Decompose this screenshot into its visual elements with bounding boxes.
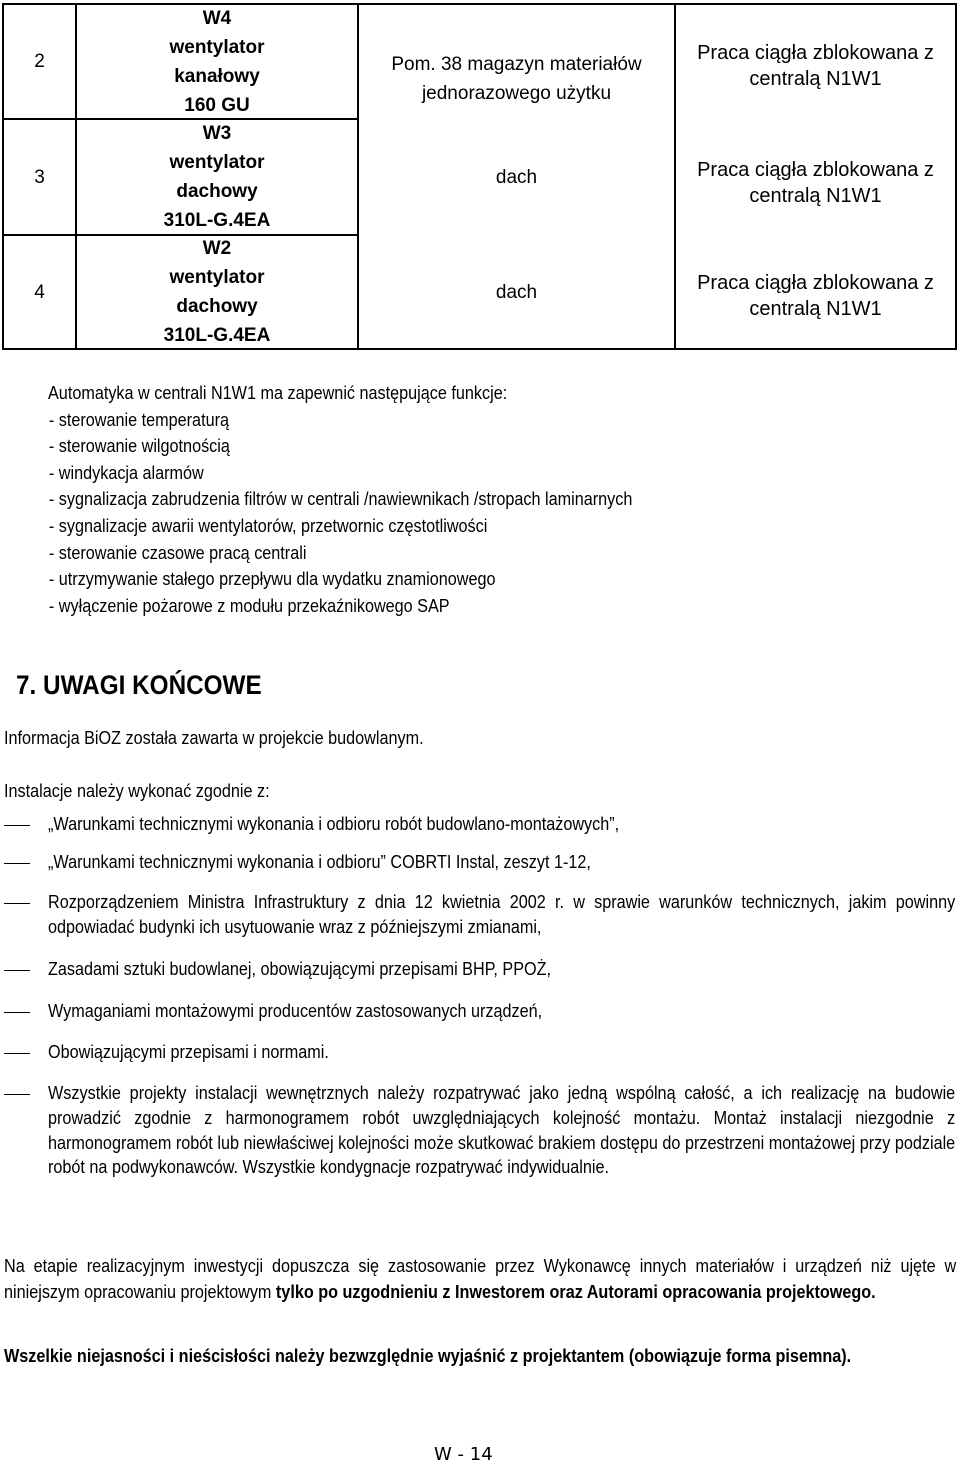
dash-bullet [4,1012,30,1013]
install-intro: Instalacje należy wykonać zgodnie z: [4,781,270,801]
automation-item: - sterowanie wilgotnością [48,436,230,457]
dash-bullet [4,825,30,826]
device-name-line: 310L-G.4EA [163,325,271,346]
table-border-right [955,3,957,350]
list-item-text: „Warunkami technicznymi wykonania i odbioru robót budowlano-montażowych”, [48,814,620,834]
device-name [77,236,357,348]
work-mode [676,120,955,234]
list-item-text: Wszystkie projekty instalacji wewnętrznych należy rozpatrywać jako jedną wspólną całość, a ich realizację na budowie prowadzić zgodnie z harmonogramem robót uwzględniających kolejność montażu. Montaż instalacji niezgodnie z harmonogramem robót lub niewłaściwej kolejności może skutkować brakiem dostępu do przestrzeni montażowej przy podziale robót na podwykonawców. Wszystkie kondygnacje rozpatrywać indywidualnie. [48,1083,956,1178]
clarification-paragraph: Wszelkie niejasności i nieścisłości należy bezwzględnie wyjaśnić z projektantem (obowiązuje forma pisemna). [4,1346,852,1366]
automation-intro: Automatyka w centrali N1W1 ma zapewnić następujące funkcje: [48,383,508,403]
equipment-table [2,3,957,350]
device-name-line: W3 [202,123,232,144]
dash-bullet [4,903,30,904]
device-name-line: W2 [202,238,232,259]
substitution-paragraph [4,1253,956,1305]
list-item-text: Obowiązującymi przepisami i normami. [48,1042,329,1062]
device-name-line: 160 GU [184,94,250,116]
automation-item: - sterowanie temperaturą [48,409,229,430]
device-name-line: W4 [202,7,232,29]
device-location: dach [495,282,538,303]
list-item-text: „Warunkami technicznymi wykonania i odbioru” COBRTI Instal, zeszyt 1-12, [48,852,591,872]
device-name-line: kanałowy [174,65,260,87]
substitution-bold-text: tylko po uzgodnieniu z Inwestorem oraz Autorami opracowania projektowego. [275,1282,876,1302]
table-border-bottom [2,348,957,350]
list-item-text: Zasadami sztuki budowlanej, obowiązującymi przepisami BHP, PPOŻ, [48,959,552,979]
device-name-line: dachowy [176,296,258,317]
device-name-line: 310L-G.4EA [163,210,271,231]
work-mode-line: Praca ciągła zblokowana z [697,159,934,181]
location-line: Pom. 38 magazyn materiałów [391,53,642,75]
row-number: 3 [34,166,45,188]
work-mode-line: centralą N1W1 [749,185,882,207]
work-mode [676,236,955,348]
bioz-info: Informacja BiOZ została zawarta w projekcie budowlanym. [4,728,424,748]
device-location [359,5,674,118]
device-name [77,120,357,234]
device-name-line: wentylator [169,152,265,173]
row-number: 4 [34,281,45,303]
page-number: W - 14 [434,1444,493,1465]
automation-item: - wyłączenie pożarowe z modułu przekaźnikowego SAP [48,595,450,616]
automation-item: - sterowanie czasowe pracą centrali [48,542,307,563]
automation-item: - sygnalizacje awarii wentylatorów, przetwornic częstotliwości [48,515,488,536]
dash-bullet [4,863,30,864]
device-name [77,5,357,118]
work-mode-line: Praca ciągła zblokowana z [697,42,934,64]
location-line: jednorazowego użytku [421,82,612,104]
automation-functions [48,380,632,619]
work-mode [676,5,955,118]
device-name-line: wentylator [169,267,265,288]
list-item-text: Rozporządzeniem Ministra Infrastruktury z dnia 12 kwietnia 2002 r. w sprawie warunków technicznych, jakim powinny odpowiadać budynki ich usytuowanie wraz z późniejszymi zmianami, [48,892,956,937]
device-name-line: wentylator [169,36,265,58]
work-mode-line: centralą N1W1 [749,68,882,90]
row-number: 2 [34,51,45,72]
substitution-text: Na etapie realizacyjnym inwestycji dopuszcza się zastosowanie przez Wykonawcę innych materiałów i urządzeń niż ujęte w niniejszym opracowaniu projektowym [4,1256,957,1302]
device-name-line: dachowy [176,181,258,202]
automation-item: - windykacja alarmów [48,462,204,483]
automation-item: - sygnalizacja zabrudzenia filtrów w centrali /nawiewnikach /stropach laminarnych [48,489,633,510]
dash-bullet [4,1053,30,1054]
list-item-text: Wymaganiami montażowymi producentów zastosowanych urządzeń, [48,1001,543,1021]
section-heading: 7. UWAGI KOŃCOWE [16,670,262,700]
work-mode-line: Praca ciągła zblokowana z [697,272,934,294]
dash-bullet [4,1094,30,1095]
work-mode-line: centralą N1W1 [749,298,882,320]
device-location: dach [495,166,538,188]
dash-bullet [4,970,30,971]
automation-item: - utrzymywanie stałego przepływu dla wydatku znamionowego [48,569,496,590]
